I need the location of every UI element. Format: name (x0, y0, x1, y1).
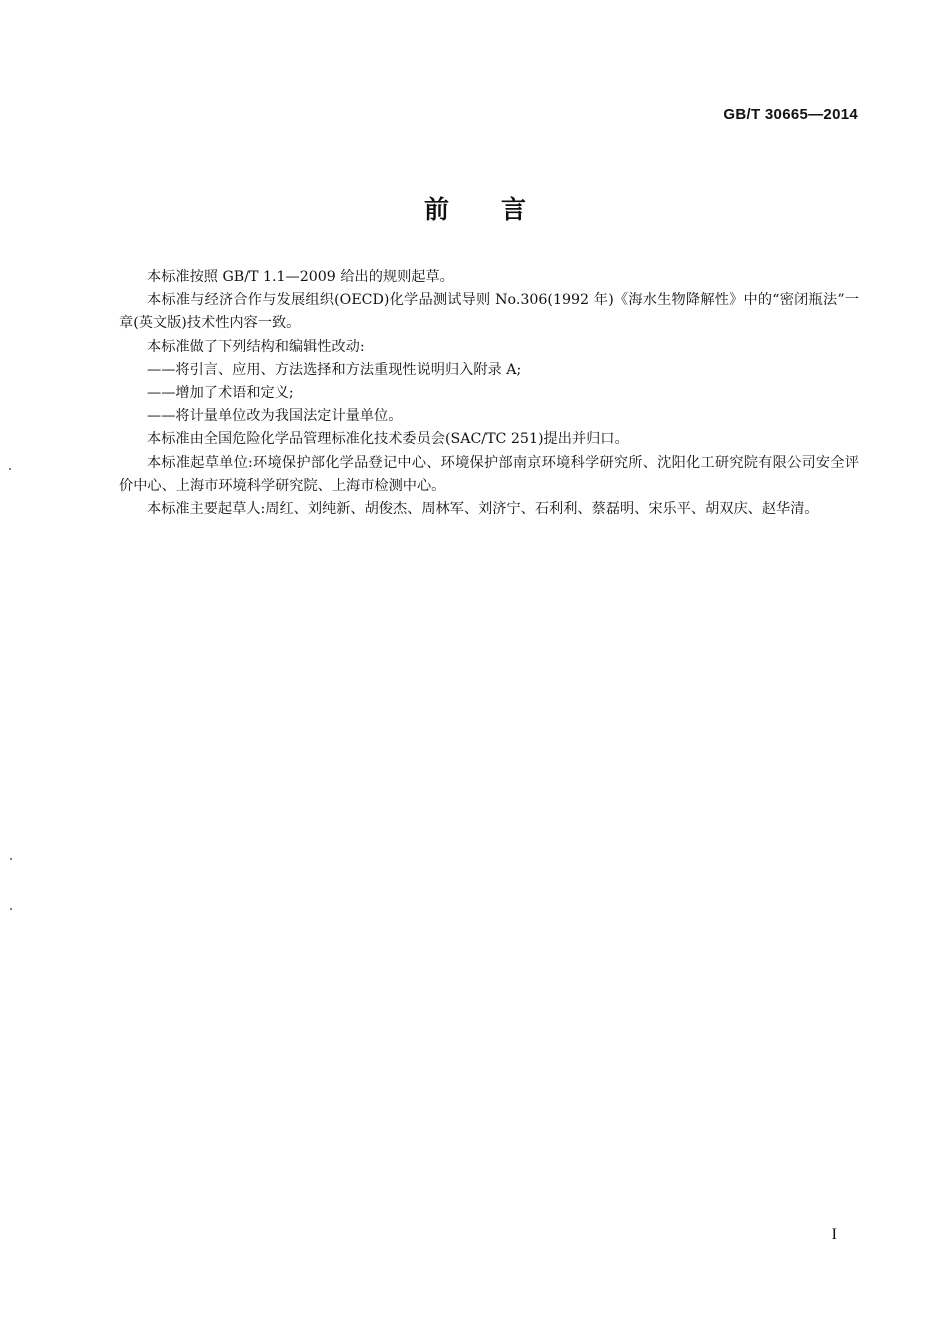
paragraph-drafting-units: 本标准起草单位:环境保护部化学品登记中心、环境保护部南京环境科学研究所、沈阳化工研究院有限公司安全评价中心、上海市环境科学研究院、上海市检测中心。 (119, 454, 859, 494)
scan-speck (10, 908, 12, 910)
paragraph-drafters: 本标准主要起草人:周红、刘纯新、胡俊杰、周林军、刘济宁、石利利、蔡磊明、宋乐平、胡双庆、赵华清。 (147, 501, 819, 518)
paragraph-consistency: 本标准与经济合作与发展组织(OECD)化学品测试导则 No.306(1992 年)《海水生物降解性》中的“密闭瓶法”一章(英文版)技术性内容一致。 (119, 292, 859, 332)
scan-speck (10, 858, 12, 860)
page-number: I (831, 1226, 837, 1243)
paragraph-changes-intro: 本标准做了下列结构和编辑性改动: (147, 338, 365, 355)
paragraph-change-item: ——增加了术语和定义; (147, 385, 294, 402)
paragraph-proposed-by: 本标准由全国危险化学品管理标准化技术委员会(SAC/TC 251)提出并归口。 (147, 431, 629, 448)
standard-code: GB/T 30665—2014 (723, 106, 858, 123)
foreword-body (119, 266, 859, 521)
scan-speck (9, 468, 11, 470)
page-title: 前言 (423, 195, 578, 224)
paragraph-change-item: ——将引言、应用、方法选择和方法重现性说明归入附录 A; (147, 361, 522, 378)
paragraph-drafting-rules: 本标准按照 GB/T 1.1—2009 给出的规则起草。 (147, 269, 454, 285)
paragraph-change-item: ——将计量单位改为我国法定计量单位。 (147, 408, 403, 425)
